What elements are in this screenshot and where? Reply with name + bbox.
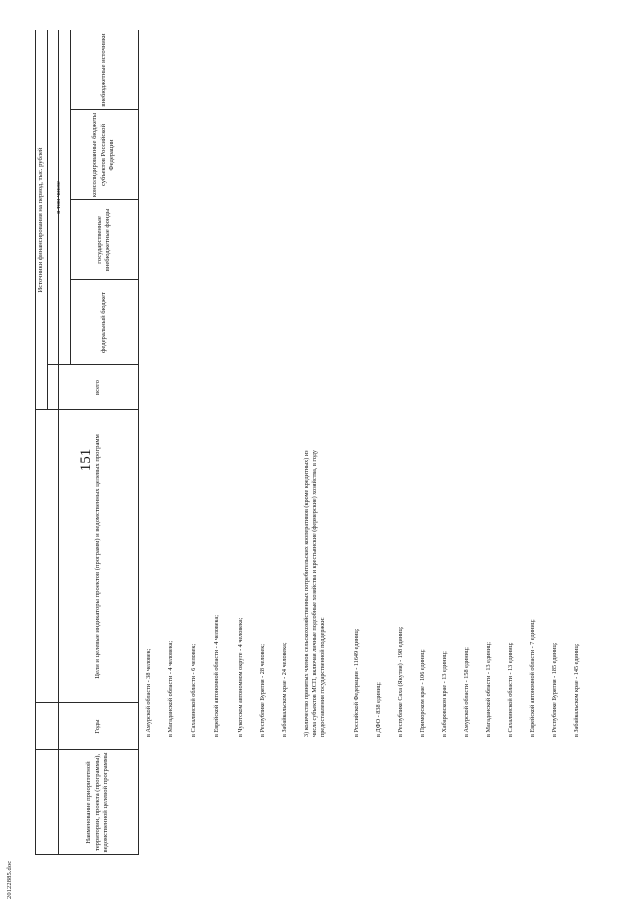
grid-line <box>70 279 138 280</box>
list-item: в Республике Бурятия - 185 единиц; <box>551 642 558 737</box>
grid-line <box>47 364 138 365</box>
list-item: в Амурской области - 38 человек; <box>145 648 152 737</box>
grid-line <box>70 199 138 200</box>
page-number: 151 <box>78 448 94 472</box>
header-name: Наименование приоритетной территории, проекта (программы), ведомственной целевой программы <box>85 752 110 853</box>
grid-line <box>35 702 138 703</box>
grid-line <box>70 109 138 110</box>
header-years: Годы <box>93 719 101 734</box>
grid-line <box>35 749 138 750</box>
header-state-funds: государственные внебюджетные фонды <box>95 208 111 272</box>
list-item: в Приморском крае - 106 единиц; <box>419 649 426 737</box>
header-total: всего <box>93 380 101 395</box>
list-item: в Сахалинской области - 6 человек; <box>190 643 197 737</box>
list-item: в Амурской области - 158 единиц; <box>463 647 470 737</box>
header-federal: федеральный бюджет <box>99 292 107 353</box>
grid-line <box>35 409 138 410</box>
list-item: в Еврейской автономной области - 4 человека; <box>213 615 220 737</box>
header-goals: Цели и целевые индикаторы проектов (программ) и ведомственных целевых программ <box>93 434 101 679</box>
list-item: в Магаданской области - 13 единиц; <box>485 642 492 737</box>
list-item: в Забайкальском крае - 145 единиц; <box>573 643 580 737</box>
grid-line <box>70 30 71 365</box>
list-item: 3) количество принятых членов сельскохозяйственных потребительских кооперативов (кроме кредитных) из числа субъектов МСП, включая личные подсобные хозяйства и крестьянские (фермерские) хозяйства, в году предоставления государственной поддержки: <box>303 450 326 737</box>
header-regional: консолидированные бюджеты субъектов Российской Федерации <box>91 112 116 198</box>
list-item: в Республике Саха (Якутия) - 198 единиц; <box>397 626 404 737</box>
header-extrabudget: внебюджетные источники <box>99 33 107 107</box>
header-sources-title: Источники финансирования на период, тыс. рублей <box>37 147 45 293</box>
list-item: в Российской Федерации - 11649 единиц; <box>353 628 360 737</box>
list-item: в Магаданской области - 4 человека; <box>167 640 174 737</box>
grid-line <box>35 854 138 855</box>
list-item: в ДФО - 838 единиц; <box>375 682 382 737</box>
document-code: 20122885.doc <box>6 860 13 899</box>
grid-line <box>138 30 139 855</box>
list-item: в Еврейской автономной области - 7 единиц; <box>529 619 536 737</box>
list-item: в Хабаровском крае - 13 единиц; <box>441 651 448 737</box>
header-including: в том числе <box>54 181 62 214</box>
list-item: в Сахалинской области - 13 единиц; <box>507 642 514 737</box>
list-item: в Чукотском автономном округе - 4 человека; <box>237 617 244 737</box>
list-item: в Республике Бурятия - 28 человек; <box>259 644 266 737</box>
list-item: в Забайкальском крае - 24 человека; <box>281 642 288 737</box>
